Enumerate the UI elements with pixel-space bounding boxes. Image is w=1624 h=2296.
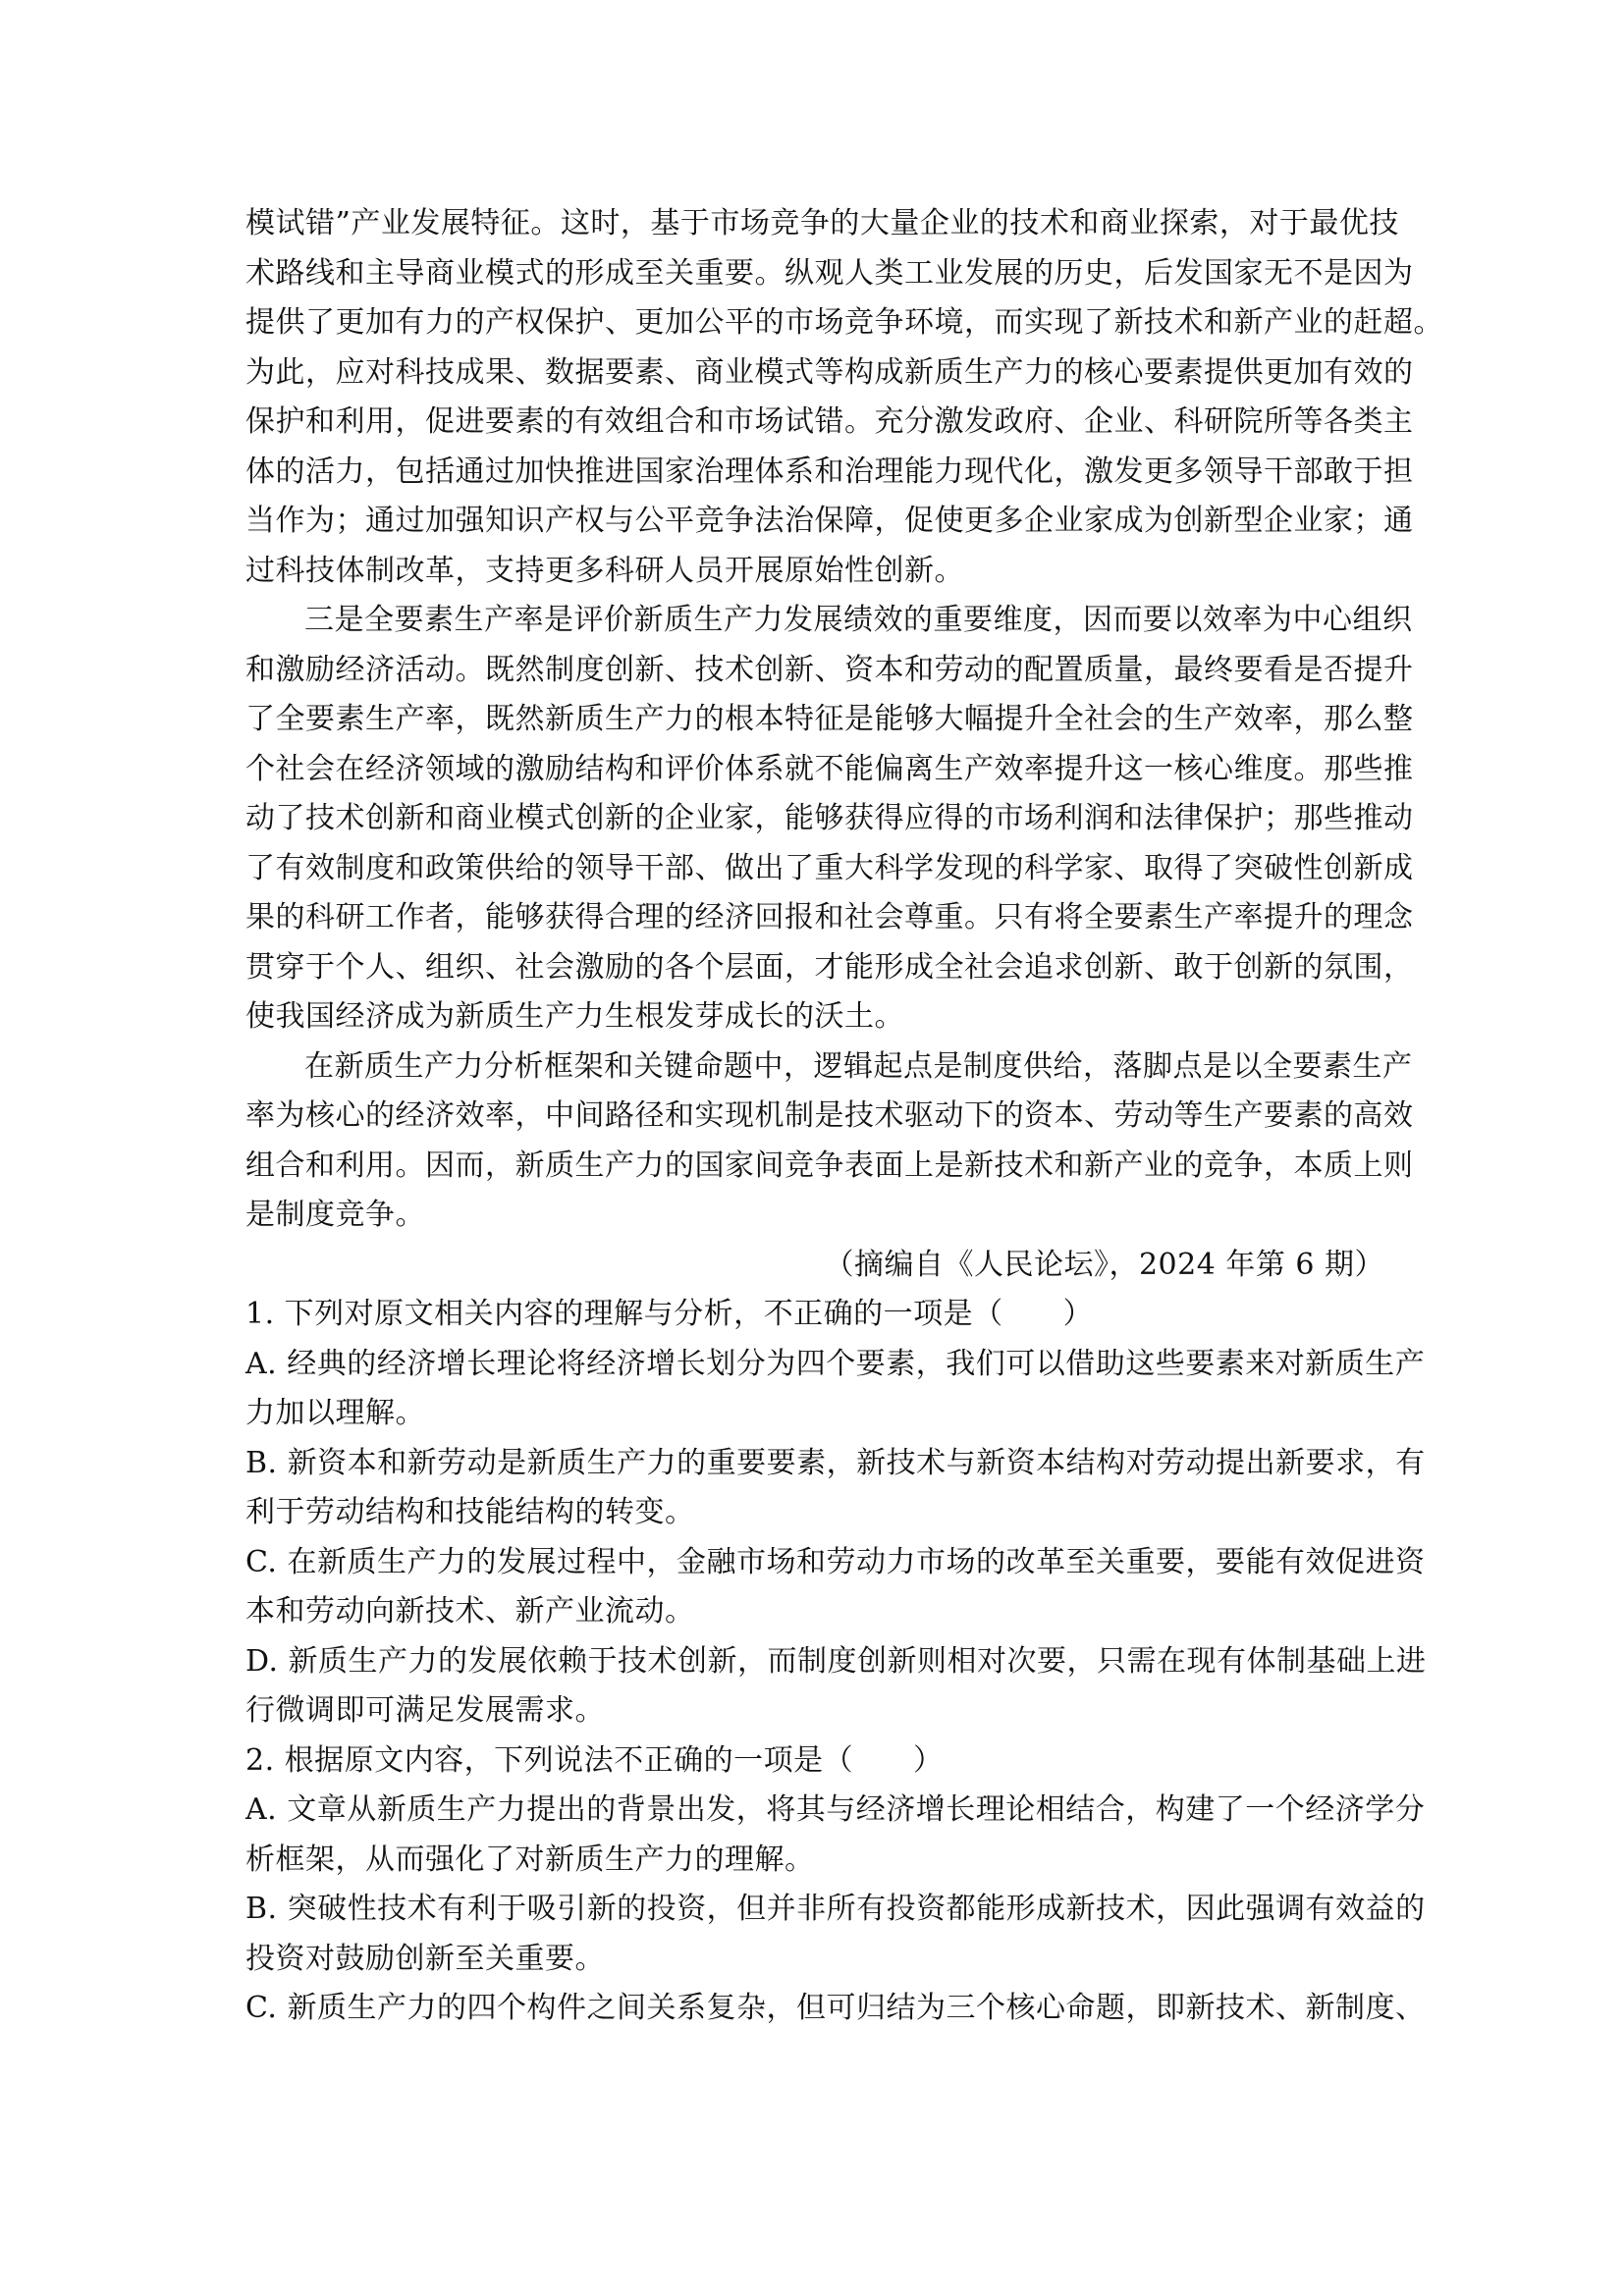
question-1-option-c: 本和劳动向新技术、新产业流动。 xyxy=(245,1594,695,1629)
question-1-option-d: 行微调即可满足发展需求。 xyxy=(245,1693,605,1728)
text-line: 三是全要素生产率是评价新质生产力发展绩效的重要维度，因而要以效率为中心组织 xyxy=(304,603,1413,637)
question-1-option-a: A. 经典的经济增长理论将经济增长划分为四个要素，我们可以借助这些要素来对新质生产 xyxy=(245,1346,1426,1381)
question-2-option-b: B. 突破性技术有利于吸引新的投资，但并非所有投资都能形成新技术，因此强调有效益的 xyxy=(245,1892,1426,1926)
text-line: 个社会在经济领域的激励结构和评价体系就不能偏离生产效率提升这一核心维度。那些推 xyxy=(245,751,1414,786)
text-line: 和激励经济活动。既然制度创新、技术创新、资本和劳动的配置质量，最终要看是否提升 xyxy=(245,652,1414,687)
text-line: 术路线和主导商业模式的形成至关重要。纵观人类工业发展的历史，后发国家无不是因为 xyxy=(245,255,1414,291)
text-line: 过科技体制改革，支持更多科研人员开展原始性创新。 xyxy=(245,553,964,588)
text-line: 为此，应对科技成果、数据要素、商业模式等构成新质生产力的核心要素提供更加有效的 xyxy=(245,354,1414,390)
text-line: 动了技术创新和商业模式创新的企业家，能够获得应得的市场利润和法律保护；那些推动 xyxy=(245,801,1414,835)
text-line: 组合和利用。因而，新质生产力的国家间竞争表面上是新技术和新产业的竞争，本质上则 xyxy=(245,1148,1414,1183)
text-line: 率为核心的经济效率，中间路径和实现机制是技术驱动下的资本、劳动等生产要素的高效 xyxy=(245,1098,1414,1133)
question-2-option-a: A. 文章从新质生产力提出的背景出发，将其与经济增长理论相结合，构建了一个经济学分 xyxy=(245,1792,1426,1827)
question-2-option-c: C. 新质生产力的四个构件之间关系复杂，但可归结为三个核心命题，即新技术、新制度、 xyxy=(245,1991,1426,2025)
question-2-option-b: 投资对鼓励创新至关重要。 xyxy=(245,1941,605,1976)
question-1-option-a: 力加以理解。 xyxy=(245,1396,425,1430)
document-page xyxy=(245,199,1443,2034)
question-1-option-b: 利于劳动结构和技能结构的转变。 xyxy=(245,1495,695,1529)
text-line: 果的科研工作者，能够获得合理的经济回报和社会尊重。只有将全要素生产率提升的理念 xyxy=(245,900,1414,934)
text-line: 了全要素生产率，既然新质生产力的根本特征是能够大幅提升全社会的生产效率，那么整 xyxy=(245,702,1414,736)
question-1-stem: 1. 下列对原文相关内容的理解与分析，不正确的一项是（ ） xyxy=(245,1297,1094,1331)
text-line: 了有效制度和政策供给的领导干部、做出了重大科学发现的科学家、取得了突破性创新成 xyxy=(245,850,1414,885)
text-line: 模试错”产业发展特征。这时，基于市场竞争的大量企业的技术和商业探索，对于最优技 xyxy=(245,206,1399,240)
text-line: 是制度竞争。 xyxy=(245,1198,425,1232)
text-line: 保护和利用，促进要素的有效组合和市场试错。充分激发政府、企业、科研院所等各类主 xyxy=(245,404,1414,439)
question-2-stem: 2. 根据原文内容，下列说法不正确的一项是（ ） xyxy=(245,1742,944,1778)
question-1-option-c: C. 在新质生产力的发展过程中，金融市场和劳动力市场的改革至关重要，要能有效促进资 xyxy=(245,1544,1426,1579)
text-line: 贯穿于个人、组织、社会激励的各个层面，才能形成全社会追求创新、敢于创新的氛围， xyxy=(245,949,1414,985)
question-1-option-b: B. 新资本和新劳动是新质生产力的重要要素，新技术与新资本结构对劳动提出新要求，有 xyxy=(245,1445,1426,1480)
text-line: 当作为；通过加强知识产权与公平竞争法治保障，促使更多企业家成为创新型企业家；通 xyxy=(245,504,1414,538)
source-citation: （摘编自《人民论坛》，2024 年第 6 期） xyxy=(824,1247,1384,1282)
text-line: 在新质生产力分析框架和关键命题中，逻辑起点是制度供给，落脚点是以全要素生产 xyxy=(304,1048,1413,1084)
question-1-option-d: D. 新质生产力的发展依赖于技术创新，而制度创新则相对次要，只需在现有体制基础上进 xyxy=(245,1643,1427,1679)
text-line: 提供了更加有力的产权保护、更加公平的市场竞争环境，而实现了新技术和新产业的赶超。 xyxy=(245,305,1443,340)
text-line: 体的活力，包括通过加快推进国家治理体系和治理能力现代化，激发更多领导干部敢于担 xyxy=(245,454,1414,489)
text-line: 使我国经济成为新质生产力生根发芽成长的沃土。 xyxy=(245,999,904,1034)
question-2-option-a: 析框架，从而强化了对新质生产力的理解。 xyxy=(245,1842,815,1877)
